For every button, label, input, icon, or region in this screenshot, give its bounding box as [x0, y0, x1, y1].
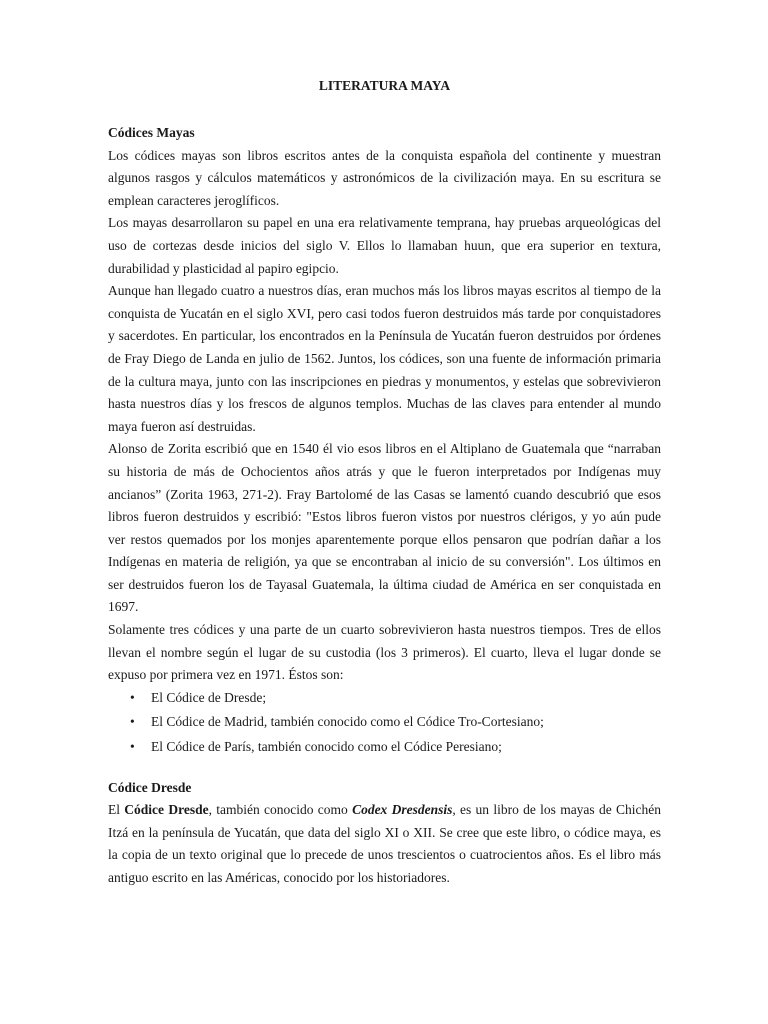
paragraph-zorita: Alonso de Zorita escribió que en 1540 él vio esos libros en el Altiplano de Guatemala que “narraban su historia de más de Ochocientos años atrás y que le fueron interpretados por Indígenas muy ancianos” (Zorita 1963, 271-2). Fray Bartolomé de las Casas se lamentó cuando descubrió que esos libros fueron destruidos y escribió: "Estos libros fueron vistos por nuestros clérigos, y yo aún pude ver restos quemados por los monjes aparentemente porque ellos pensaron que podrían dañar a los Indígenas en materia de religión, ya que se encontraban al inicio de su conversión". Los últimos en ser destruidos fueron los de Tayasal Guatemala, la última ciudad de América en ser conquistada en 1697.: [108, 441, 661, 615]
list-item-text: El Códice de París, también conocido como el Códice Peresiano;: [151, 739, 502, 755]
list-item: [108, 736, 661, 759]
list-item-text: El Códice de Madrid, también conocido como el Códice Tro-Cortesiano;: [151, 714, 544, 730]
document-title: LITERATURA MAYA: [318, 78, 451, 93]
bullet-icon: •: [130, 714, 135, 730]
list-item: [108, 687, 661, 710]
section-heading-codice-dresde: Códice Dresde: [108, 779, 192, 795]
codices-list: [108, 687, 661, 759]
list-item-text: El Códice de Dresde;: [151, 689, 267, 705]
bold-term: Códice Dresde: [124, 802, 209, 818]
section-heading-codices-mayas: Códices Mayas: [108, 125, 195, 140]
paragraph-codice-dresde: [108, 799, 661, 889]
paragraph-sobrevivientes: Solamente tres códices y una parte de un cuarto sobrevivieron hasta nuestros tiempos. Tres de ellos llevan el nombre según el lugar de su custodia (los 3 primeros). El cuarto, lleva el lugar donde se expuso por primera vez en 1971. Éstos son:: [108, 622, 661, 683]
paragraph-intro: Los códices mayas son libros escritos antes de la conquista española del continente y muestran algunos rasgos y cálculos matemáticos y astronómicos de la civilización maya. En su escritura se emplean caracteres jeroglíficos.: [108, 147, 661, 208]
paragraph-destruccion: Aunque han llegado cuatro a nuestros días, eran muchos más los libros mayas escritos al tiempo de la conquista de Yucatán en el siglo XVI, pero casi todos fueron destruidos más tarde por conquistadores y sacerdotes. En particular, los encontrados en la Península de Yucatán fueron destruidos por órdenes de Fray Diego de Landa en julio de 1562. Juntos, los códices, son una fuente de información primaria de la cultura maya, junto con las inscripciones en piedras y monumentos, y estelas que sobrevivieron hasta nuestros días y los frescos de algunos templos. Muchas de las claves para entender al mundo maya fueron así destruidas.: [108, 283, 661, 434]
section-spacer: [108, 761, 661, 777]
list-item: [108, 711, 661, 734]
paragraph-text: , también conocido como: [208, 802, 353, 818]
paragraph-papel: Los mayas desarrollaron su papel en una era relativamente temprana, hay pruebas arqueológicas del uso de cortezas desde inicios del siglo V. Ellos lo llamaban huun, que era superior en textura, durabilidad y plasticidad al papiro egipcio.: [108, 215, 661, 276]
bullet-icon: •: [130, 739, 135, 755]
bold-italic-term: Codex Dresdensis: [352, 802, 453, 818]
paragraph-text: , es un libro de los mayas de Chichén Itzá en la península de Yucatán, que data del siglo XI o XII. Se cree que este libro, o códice maya, es la copia de un texto original que lo precede de unos trescientos o cuatrocientos años. Es el libro más antiguo escrito en las Américas, conocido por los historiadores.: [108, 802, 661, 885]
paragraph-text: El: [108, 802, 125, 818]
document-page: [108, 76, 661, 890]
bullet-icon: •: [130, 689, 135, 705]
